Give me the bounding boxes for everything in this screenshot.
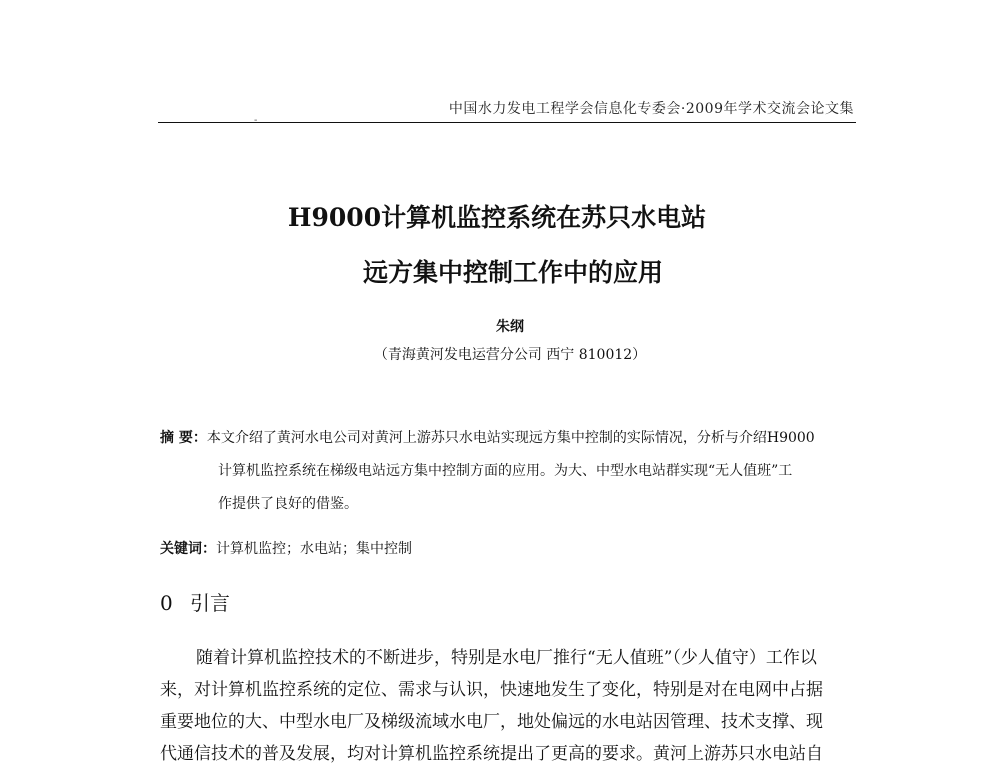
body-paragraph [160, 642, 860, 770]
body-line-4: 代通信技术的普及发展，均对计算机监控系统提出了更高的要求。黄河上游苏只水电站自 [160, 744, 823, 764]
body-line-2: 来，对计算机监控系统的定位、需求与认识，快速地发生了变化，特别是对在电网中占据 [160, 680, 823, 700]
section-title: 引言 [190, 591, 230, 615]
abstract-line-2: 计算机监控系统在梯级电站远方集中控制方面的应用。为大、中型水电站群实现“无人值班”工 [218, 463, 793, 479]
keywords-label: 关键词： [160, 541, 216, 557]
abstract-text-1: 本文介绍了黄河水电公司对黄河上游苏只水电站实现远方集中控制的实际情况，分析与介绍H9000 [206, 430, 815, 446]
section-heading [160, 587, 230, 616]
paper-title-line-2: 远方集中控制工作中的应用 [362, 258, 663, 287]
paper-title-line-1: H9000计算机监控系统在苏只水电站 [287, 203, 707, 232]
abstract [160, 422, 860, 521]
abstract-line-1 [160, 422, 860, 455]
abstract-line-3: 作提供了良好的借鉴。 [218, 496, 358, 512]
author-name: 朱纲 [496, 319, 524, 335]
running-header: 中国水力发电工程学会信息化专委会·2009年学术交流会论文集 [448, 101, 854, 117]
body-line-1: 随着计算机监控技术的不断进步，特别是水电厂推行“无人值班”（少人值守）工作以 [196, 648, 817, 668]
keywords [160, 538, 412, 558]
author-affiliation: （青海黄河发电运营分公司 西宁 810012） [373, 347, 647, 363]
header-rule-mark: - [254, 115, 258, 126]
keywords-text: 计算机监控；水电站；集中控制 [216, 541, 412, 557]
abstract-label: 摘 要： [160, 430, 207, 446]
header-rule [158, 122, 856, 123]
section-number: 0 [160, 591, 173, 615]
body-line-3: 重要地位的大、中型水电厂及梯级流域水电厂，地处偏远的水电站因管理、技术支撑、现 [160, 712, 823, 732]
